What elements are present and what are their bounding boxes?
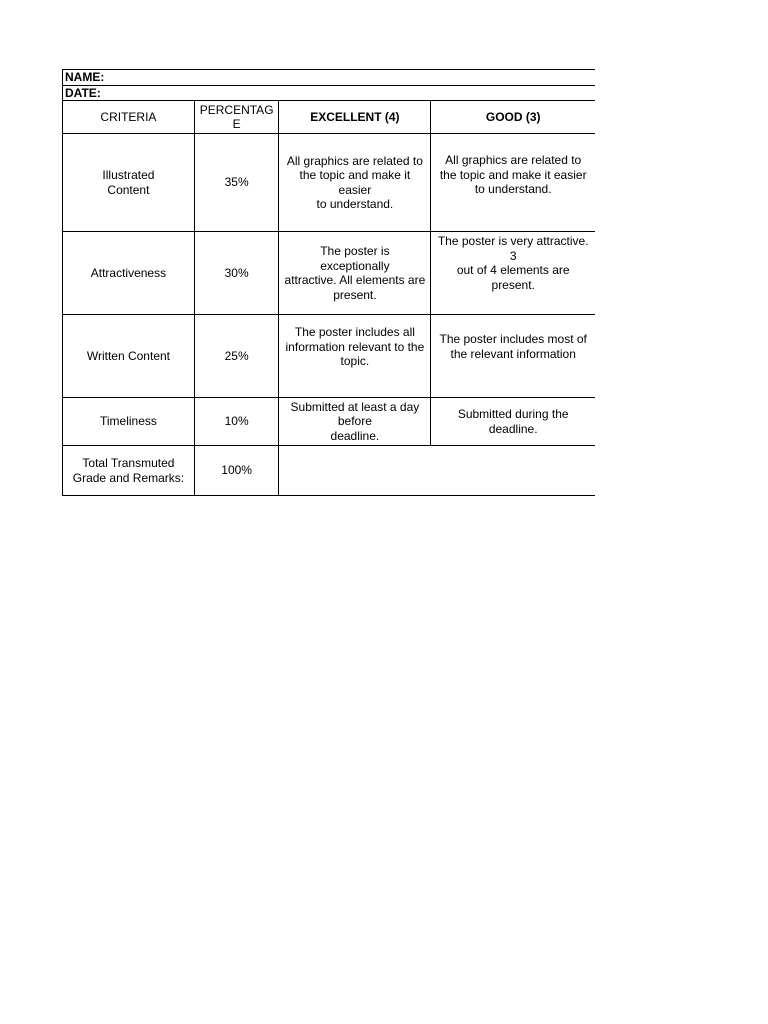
rubric-sheet [62, 69, 595, 496]
date-row [62, 85, 595, 101]
excellent-cell: The poster includes all information relevant to the topic. [279, 315, 431, 398]
name-row [62, 69, 595, 85]
total-label-cell: Total Transmuted Grade and Remarks: [63, 446, 195, 496]
percentage-cell: 35% [194, 134, 279, 232]
table-row-total [63, 446, 596, 496]
criteria-cell: Written Content [63, 315, 195, 398]
criteria-cell: Illustrated Content [63, 134, 195, 232]
percentage-cell: 25% [194, 315, 279, 398]
criteria-cell: Timeliness [63, 398, 195, 446]
header-good: GOOD (3) [431, 101, 595, 134]
rubric-table [62, 100, 595, 496]
header-excellent: EXCELLENT (4) [279, 101, 431, 134]
excellent-cell: All graphics are related to the topic and make it easier to understand. [279, 134, 431, 232]
good-cell: The poster includes most of the relevant information [431, 315, 595, 398]
header-percentage: PERCENTAG E [194, 101, 279, 134]
percentage-cell: 10% [194, 398, 279, 446]
table-header-row [63, 101, 596, 134]
good-cell: All graphics are related to the topic and make it easier to understand. [431, 134, 595, 232]
percentage-cell: 30% [194, 232, 279, 315]
excellent-cell: The poster is exceptionally attractive. All elements are present. [279, 232, 431, 315]
header-criteria: CRITERIA [63, 101, 195, 134]
table-row [63, 315, 596, 398]
table-row [63, 232, 596, 315]
total-remarks-cell [279, 446, 595, 496]
excellent-cell: Submitted at least a day before deadline. [279, 398, 431, 446]
good-cell: The poster is very attractive. 3 out of 4 elements are present. [431, 232, 595, 315]
table-row [63, 398, 596, 446]
name-label: NAME: [65, 70, 105, 84]
good-cell: Submitted during the deadline. [431, 398, 595, 446]
table-row [63, 134, 596, 232]
date-label: DATE: [65, 86, 101, 100]
total-percentage-cell: 100% [194, 446, 279, 496]
criteria-cell: Attractiveness [63, 232, 195, 315]
